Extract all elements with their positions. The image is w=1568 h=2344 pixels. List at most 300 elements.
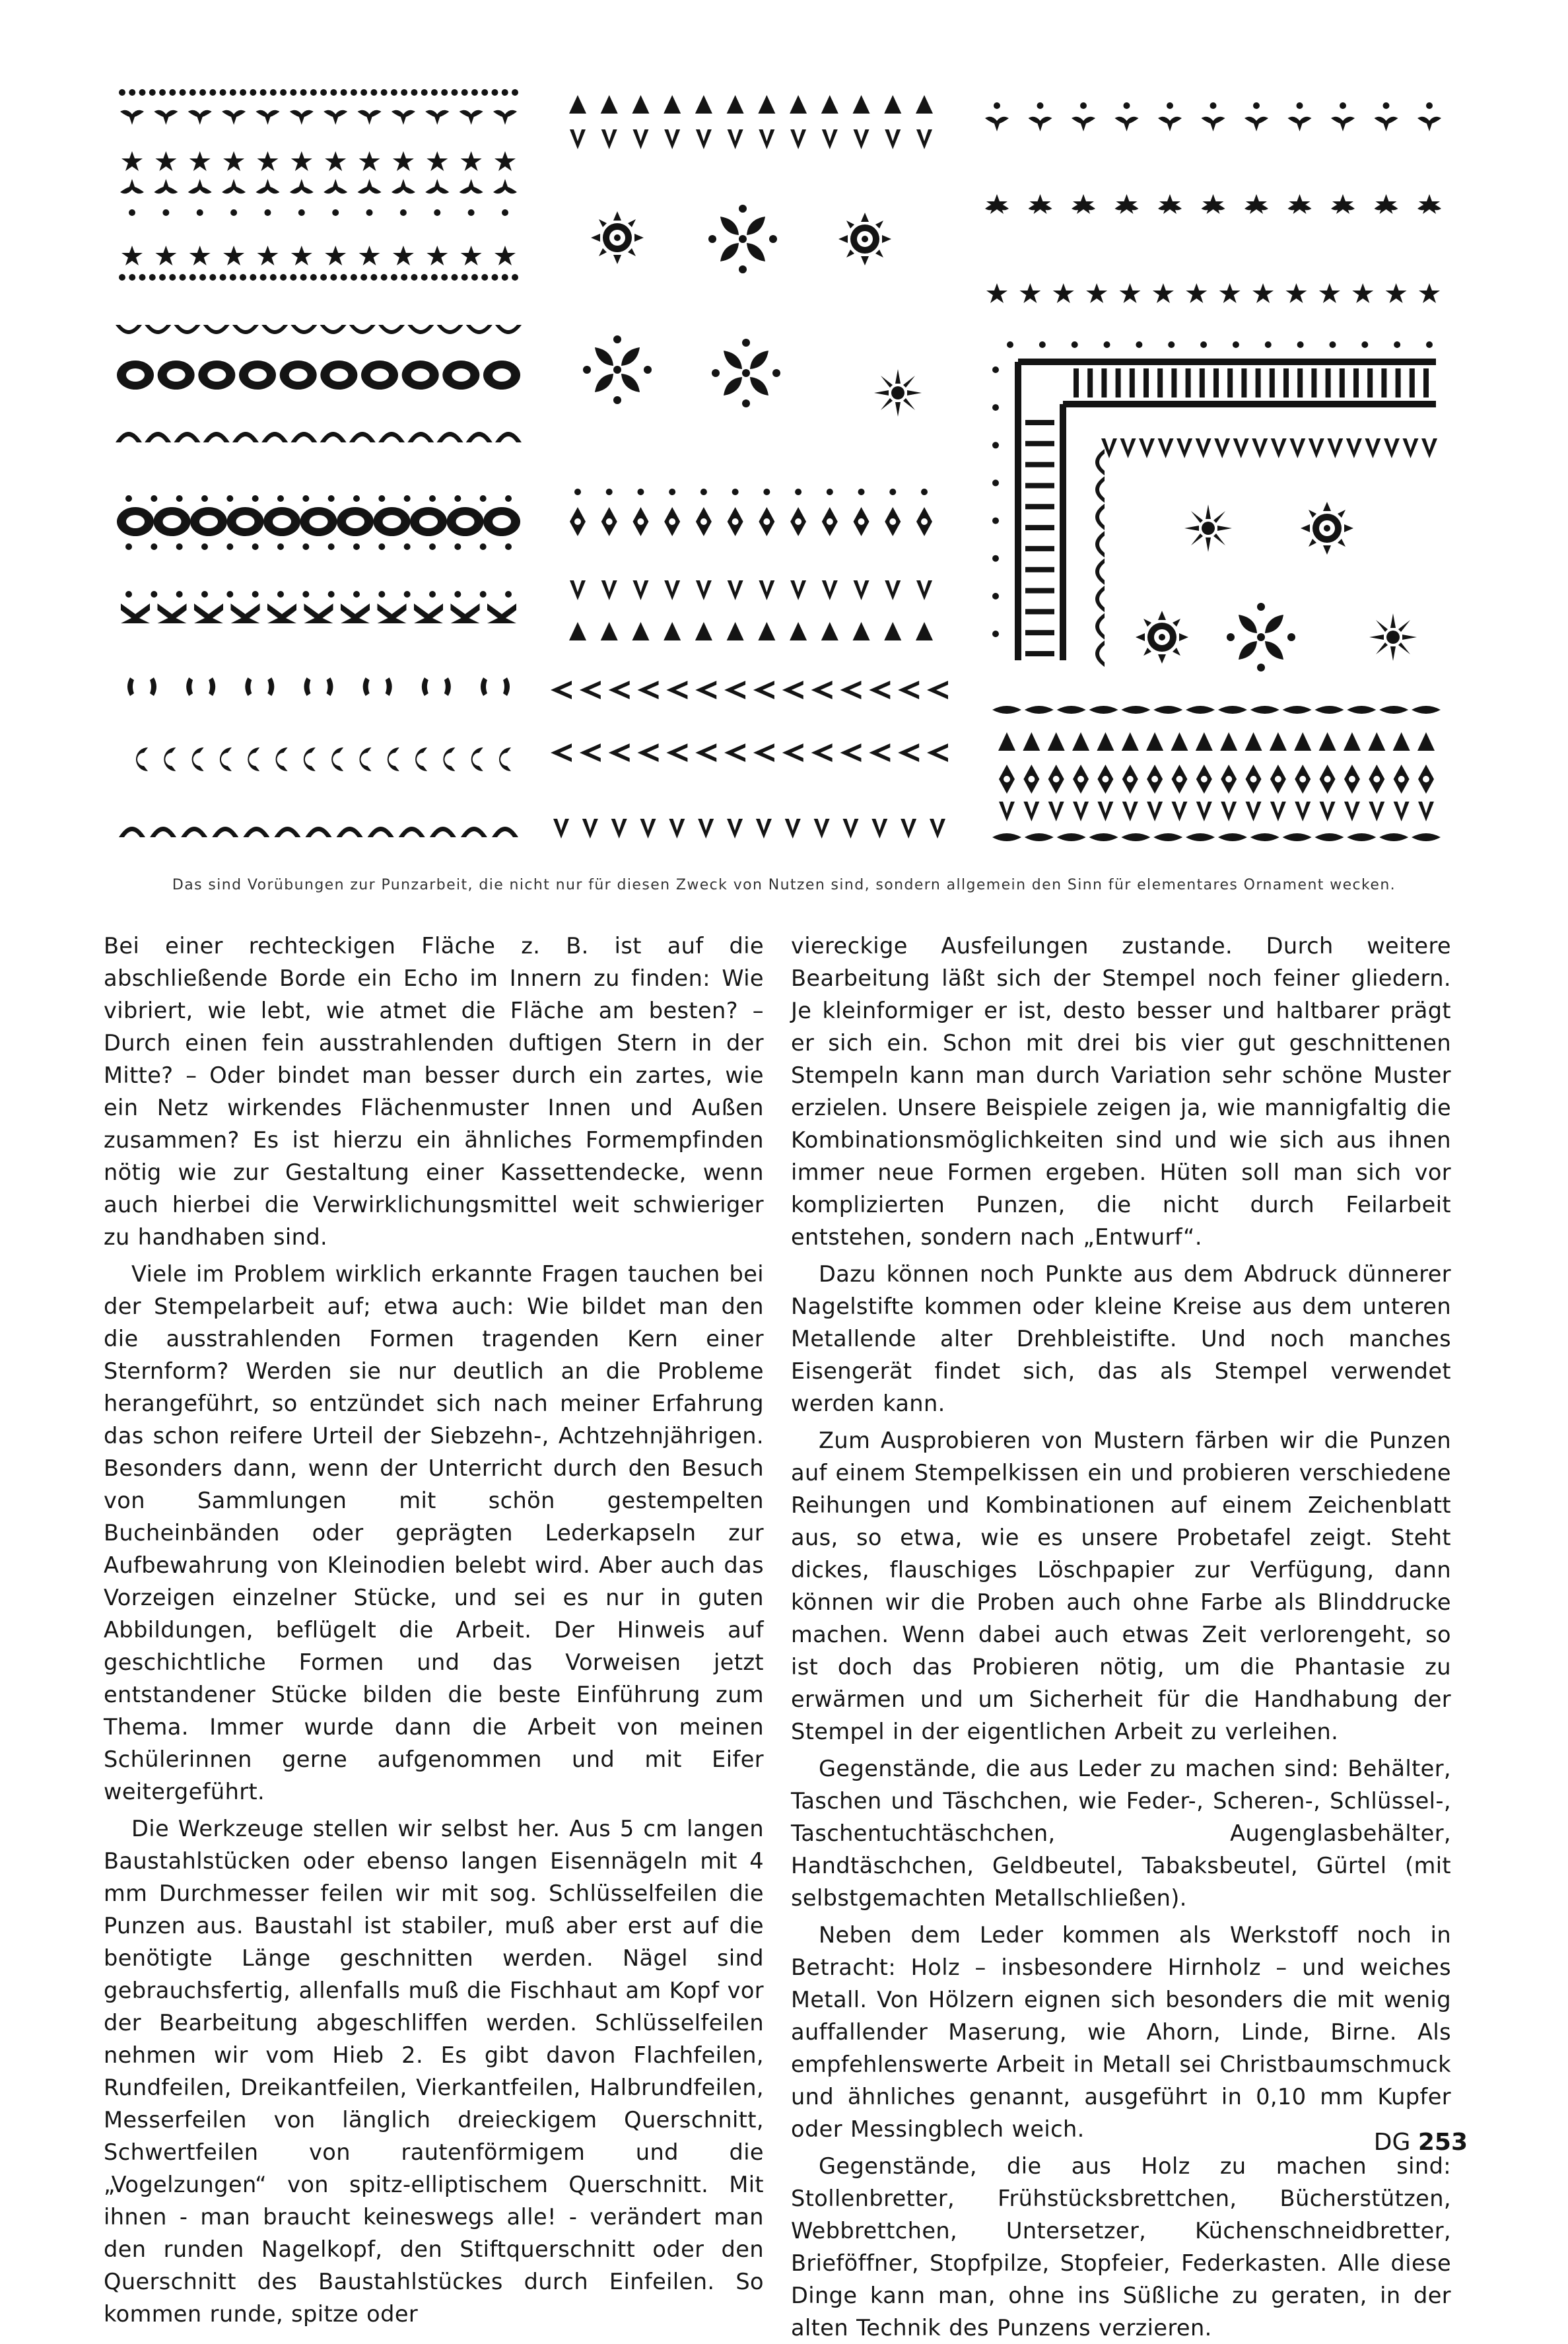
stamp-mark <box>927 681 948 699</box>
stamp-mark <box>811 743 833 762</box>
stamp-mark <box>632 507 648 536</box>
stamp-mark <box>696 507 712 536</box>
stamp-mark <box>822 129 838 149</box>
stamp-mark <box>363 677 392 696</box>
stamp-mark <box>189 89 196 96</box>
stamp-mark <box>1171 368 1176 397</box>
stamp-mark <box>1097 732 1114 751</box>
stamp-mark <box>154 507 191 536</box>
page-number: 253 <box>1417 2129 1468 2156</box>
stamp-mark <box>116 325 142 334</box>
stamp-mark <box>1139 438 1155 458</box>
stamp-mark <box>1025 588 1054 594</box>
stamp-mark <box>1344 802 1360 821</box>
stamp-mark <box>728 129 743 149</box>
stamp-mark <box>189 274 196 281</box>
stamp-mark <box>461 827 487 837</box>
stamp-mark <box>1329 341 1336 348</box>
stamp-mark <box>378 603 407 623</box>
stamp-mark <box>270 89 277 96</box>
stamp-mark <box>431 274 438 281</box>
stamp-mark <box>119 274 125 281</box>
stamp-mark <box>1095 476 1105 502</box>
right-column <box>791 930 1451 2344</box>
stamp-mark <box>404 495 411 502</box>
stamp-mark <box>785 819 801 839</box>
stamp-mark <box>441 89 448 96</box>
stamp-mark <box>429 543 436 550</box>
stamp-mark <box>664 622 681 640</box>
stamp-mark <box>310 274 317 281</box>
stamp-mark <box>180 274 186 281</box>
stamp-mark <box>695 95 712 114</box>
stamp-mark <box>1196 438 1211 458</box>
stamp-mark <box>260 274 267 281</box>
stamp-mark <box>378 591 385 598</box>
stamp-mark <box>1136 611 1188 664</box>
stamp-mark <box>889 489 896 495</box>
stamp-mark <box>245 677 274 696</box>
stamp-mark <box>461 151 482 171</box>
stamp-mark <box>431 89 438 96</box>
stamp-mark <box>1203 194 1224 214</box>
stamp-mark <box>632 580 648 600</box>
stamp-mark <box>151 495 157 502</box>
stamp-mark <box>1196 802 1212 821</box>
stamp-mark <box>916 129 932 149</box>
stamp-mark <box>1186 706 1215 714</box>
stamp-mark <box>1353 368 1359 397</box>
stamp-mark <box>250 274 256 281</box>
stamp-mark <box>1417 117 1441 131</box>
stamp-mark <box>189 246 211 265</box>
stamp-mark <box>727 622 744 640</box>
stamp-mark <box>410 507 447 536</box>
stamp-mark <box>1340 102 1346 109</box>
stamp-mark <box>930 819 945 839</box>
stamp-mark <box>1025 525 1054 530</box>
stamp-mark <box>700 489 707 495</box>
stamp-mark <box>437 325 463 334</box>
stamp-mark <box>378 543 385 550</box>
stamp-mark <box>220 747 232 771</box>
stamp-mark <box>194 603 223 623</box>
stamp-mark <box>551 743 572 762</box>
stamp-mark <box>1361 341 1368 348</box>
stamp-mark <box>1295 802 1311 821</box>
ornament-sample-plate <box>0 0 1568 858</box>
stamp-mark <box>451 89 458 96</box>
stamp-mark <box>471 747 483 771</box>
stamp-mark <box>1367 368 1373 397</box>
stamp-mark <box>415 747 427 771</box>
stamp-mark <box>1285 283 1307 303</box>
stamp-mark <box>176 543 183 550</box>
stamp-mark <box>1025 833 1054 841</box>
paragraph: Neben dem Leder kommen als Werkstoff noch in Betracht: Holz – insbesondere Hirnholz – und weiches Metall. Von Hölzern eignen sich besonders die mit wenig auffallender Maserung, wie Ahorn, Linde, Birne. Als empfehlenswerte Arbeit in Metall sei Christbaumschmuck und ähnliches genannt, ausgeführt in 0,10 mm Kupfer oder Messingblech weich. <box>791 1922 1451 2142</box>
stamp-mark <box>1159 194 1180 214</box>
stamp-mark <box>640 819 656 839</box>
stamp-mark <box>324 179 347 193</box>
stamp-mark <box>986 283 1007 303</box>
stamp-mark <box>1327 438 1343 458</box>
stamp-mark <box>359 246 380 265</box>
stamp-mark <box>664 507 680 536</box>
stamp-mark <box>759 580 774 600</box>
stamp-mark <box>330 274 337 281</box>
stamp-mark <box>1402 438 1418 458</box>
stamp-mark <box>1283 833 1312 841</box>
stamp-mark <box>1200 341 1207 348</box>
stamp-mark <box>491 274 498 281</box>
stamp-mark <box>502 274 508 281</box>
stamp-mark <box>1410 368 1415 397</box>
stamp-mark <box>1375 117 1398 131</box>
page-footer <box>1374 2129 1468 2156</box>
stamp-mark <box>916 622 933 640</box>
paragraph: Die Werkzeuge stellen wir selbst her. Aus 5 cm langen Baustahlstücken oder ebenso langen Eisennägeln mit 4 mm Durchmesser feilen wir mit sog. Schlüsselfeilen die Punzen aus. Baustahl ist stabiler, muß aber erst auf die benötigte Länge geschnitten werden. Nägel sind gebrauchsfertig, allenfalls muß die Fischhaut am Kopf vor der Bearbeitung abgeschliffen werden. Schlüsselfeilen nehmen wir vom Hieb 2. Es gibt davon Flachfeilen, Rundfeilen, Dreikantfeilen, Vierkantfeilen, Halbrundfeilen, Messerfeilen von länglich dreieckigem Querschnitt, Schwertfeilen von rautenförmigem und die „Vogelzungen“ von spitz-elliptischem Querschnitt. Mit ihnen - man braucht keineswegs alle! - verändert man den runden Nagelkopf, den Stiftquerschnitt oder den Querschnitt des Baustahlstückes durch Einfeilen. So kommen runde, spitze oder <box>104 1816 764 2327</box>
stamp-mark <box>460 110 483 125</box>
stamp-mark <box>1314 833 1344 841</box>
stamp-mark <box>853 95 870 114</box>
stamp-mark <box>763 489 770 495</box>
stamp-mark <box>1025 483 1054 488</box>
stamp-mark <box>252 591 259 598</box>
stamp-mark <box>1073 765 1089 794</box>
stamp-mark <box>712 339 780 407</box>
stamp-mark <box>638 743 659 762</box>
stamp-mark <box>392 110 415 125</box>
stamp-mark <box>1301 502 1353 555</box>
stamp-mark <box>1379 833 1408 841</box>
stamp-mark <box>790 580 806 600</box>
stamp-mark <box>261 325 288 334</box>
stamp-mark <box>1186 368 1191 397</box>
stamp-mark <box>274 827 300 837</box>
stamp-mark <box>1048 765 1064 794</box>
stamp-mark <box>732 489 739 495</box>
stamp-mark <box>248 747 259 771</box>
stamp-mark <box>443 747 455 771</box>
stamp-mark <box>1167 102 1173 109</box>
stamp-mark <box>149 89 156 96</box>
stamp-mark <box>569 622 586 640</box>
stamp-mark <box>252 543 259 550</box>
stamp-mark <box>1147 765 1163 794</box>
stamp-mark <box>1023 802 1039 821</box>
stamp-mark <box>429 495 436 502</box>
stamp-mark <box>570 129 586 149</box>
stamp-mark <box>290 325 317 334</box>
stamp-mark <box>232 325 259 334</box>
stamp-mark <box>884 95 901 114</box>
stamp-mark <box>790 129 806 149</box>
stamp-mark <box>992 404 999 411</box>
stamp-mark <box>1124 102 1130 109</box>
stamp-mark <box>226 495 233 502</box>
stamp-mark <box>358 110 382 125</box>
stamp-mark <box>495 432 522 442</box>
stamp-mark <box>985 117 1009 131</box>
stamp-mark <box>698 819 714 839</box>
stamp-mark <box>461 246 482 265</box>
stamp-mark <box>1025 420 1054 425</box>
stamp-mark <box>1095 640 1105 667</box>
stamp-mark <box>1122 765 1138 794</box>
stamp-mark <box>1196 765 1212 794</box>
stamp-mark <box>1270 802 1286 821</box>
stamp-mark <box>280 274 287 281</box>
stamp-mark <box>1297 368 1303 397</box>
stamp-mark <box>230 89 236 96</box>
stamp-mark <box>1095 504 1105 530</box>
stamp-mark <box>290 274 296 281</box>
stamp-mark <box>188 110 212 125</box>
stamp-mark <box>360 274 367 281</box>
stamp-mark <box>1347 833 1376 841</box>
left-column <box>104 930 764 2330</box>
stamp-mark <box>727 819 743 839</box>
stamp-mark <box>1270 732 1287 751</box>
stamp-mark <box>1383 102 1390 109</box>
stamp-mark <box>378 325 405 334</box>
stamp-mark <box>756 819 772 839</box>
stamp-mark <box>992 366 999 373</box>
stamp-mark <box>1393 732 1410 751</box>
stamp-mark <box>201 495 208 502</box>
stamp-mark <box>1186 283 1207 303</box>
stamp-mark <box>493 110 517 125</box>
stamp-mark <box>360 89 367 96</box>
stamp-mark <box>454 495 461 502</box>
stamp-mark <box>277 495 284 502</box>
stamp-mark <box>180 89 186 96</box>
stamp-mark <box>260 89 267 96</box>
stamp-mark <box>1097 765 1113 794</box>
stamp-mark <box>1394 802 1410 821</box>
stamp-mark <box>1295 765 1311 794</box>
stamp-mark <box>454 591 461 598</box>
stamp-mark <box>921 489 928 495</box>
stamp-mark <box>349 325 376 334</box>
stamp-mark <box>1023 732 1040 751</box>
stamp-mark <box>1168 341 1175 348</box>
stamp-mark <box>151 591 157 598</box>
stamp-mark <box>481 274 488 281</box>
stamp-mark <box>822 580 838 600</box>
stamp-mark <box>1074 368 1079 397</box>
stamp-mark <box>1253 102 1260 109</box>
stamp-mark <box>1196 732 1213 751</box>
stamp-mark <box>1365 438 1381 458</box>
stamp-mark <box>154 179 178 193</box>
stamp-mark <box>466 325 493 334</box>
stamp-mark <box>121 603 150 623</box>
stamp-mark <box>790 95 807 114</box>
stamp-mark <box>151 543 157 550</box>
stamp-mark <box>304 603 333 623</box>
stamp-mark <box>869 681 890 699</box>
stamp-mark <box>1025 546 1054 551</box>
stamp-mark <box>1270 765 1286 794</box>
stamp-mark <box>790 622 807 640</box>
stamp-mark <box>487 603 516 623</box>
stamp-mark <box>331 747 343 771</box>
stamp-mark <box>512 274 518 281</box>
stamp-mark <box>1104 341 1110 348</box>
stamp-mark <box>121 246 143 265</box>
stamp-mark <box>822 507 838 536</box>
stamp-mark <box>351 274 357 281</box>
stamp-mark <box>854 507 869 536</box>
stamp-mark <box>174 325 200 334</box>
stamp-mark <box>724 681 745 699</box>
stamp-mark <box>1202 117 1225 131</box>
stamp-mark <box>840 743 861 762</box>
stamp-mark <box>1320 802 1336 821</box>
stamp-mark <box>461 89 468 96</box>
stamp-mark <box>169 274 176 281</box>
stamp-mark <box>324 110 347 125</box>
stamp-mark <box>223 151 244 171</box>
stamp-mark <box>601 580 617 600</box>
stamp-mark <box>129 209 135 216</box>
stamp-mark <box>1186 833 1215 841</box>
stamp-mark <box>1246 802 1262 821</box>
stamp-mark <box>1412 833 1441 841</box>
stamp-mark <box>421 89 428 96</box>
stamp-mark <box>426 151 448 171</box>
stamp-mark <box>1115 117 1139 131</box>
stamp-mark <box>174 432 200 442</box>
stamp-mark <box>994 102 1000 109</box>
stamp-mark <box>1283 706 1312 714</box>
stamp-mark <box>425 179 449 193</box>
stamp-mark <box>1073 194 1094 214</box>
stamp-mark <box>1421 438 1437 458</box>
stamp-mark <box>353 591 360 598</box>
stamp-mark <box>240 274 246 281</box>
stamp-mark <box>495 325 522 334</box>
stamp-mark <box>425 110 449 125</box>
stamp-mark <box>368 827 394 837</box>
stamp-mark <box>304 747 316 771</box>
stamp-mark <box>1122 802 1138 821</box>
stamp-mark <box>821 622 838 640</box>
stamp-mark <box>393 246 414 265</box>
stamp-mark <box>1120 438 1136 458</box>
stamp-mark <box>502 89 508 96</box>
stamp-mark <box>359 747 371 771</box>
stamp-mark <box>189 151 211 171</box>
stamp-mark <box>505 495 512 502</box>
stamp-mark <box>492 827 518 837</box>
stamp-mark <box>263 507 300 536</box>
stamp-mark <box>471 89 478 96</box>
stamp-mark <box>267 603 296 623</box>
stamp-mark <box>480 495 487 502</box>
stamp-mark <box>1233 341 1239 348</box>
stamp-mark <box>290 432 317 442</box>
stamp-mark <box>149 274 156 281</box>
stamp-mark <box>1025 567 1054 572</box>
stamp-mark <box>814 819 830 839</box>
stamp-mark <box>198 361 235 390</box>
stamp-mark <box>192 747 204 771</box>
stamp-mark <box>1023 765 1039 794</box>
stamp-mark <box>695 622 712 640</box>
stamp-mark <box>320 325 347 334</box>
stamp-mark <box>916 507 932 536</box>
stamp-mark <box>1369 802 1384 821</box>
stamp-mark <box>728 580 743 600</box>
stamp-mark <box>222 110 246 125</box>
stamp-mark <box>992 593 999 600</box>
stamp-mark <box>491 89 498 96</box>
stamp-mark <box>1368 732 1385 751</box>
stamp-mark <box>505 543 512 550</box>
stamp-mark <box>601 95 618 114</box>
stamp-mark <box>1369 765 1384 794</box>
stamp-mark <box>708 205 777 273</box>
stamp-mark <box>998 732 1015 751</box>
stamp-mark <box>1019 283 1040 303</box>
stamp-mark <box>1297 341 1304 348</box>
stamp-mark <box>422 677 451 696</box>
stamp-mark <box>328 495 335 502</box>
stamp-mark <box>402 361 439 390</box>
stamp-mark <box>695 743 716 762</box>
stamp-mark <box>884 622 901 640</box>
stamp-mark <box>226 591 233 598</box>
stamp-mark <box>139 274 146 281</box>
stamp-mark <box>129 274 135 281</box>
stamp-mark <box>391 274 397 281</box>
stamp-mark <box>119 827 145 837</box>
stamp-mark <box>290 89 296 96</box>
stamp-mark <box>1025 630 1054 635</box>
stamp-mark <box>1095 449 1105 475</box>
stamp-mark <box>696 580 712 600</box>
stamp-mark <box>1418 765 1434 794</box>
stamp-mark <box>1089 833 1118 841</box>
stamp-mark <box>1171 732 1188 751</box>
stamp-mark <box>1153 283 1174 303</box>
stamp-mark <box>494 246 516 265</box>
stamp-mark <box>728 507 743 536</box>
stamp-mark <box>1072 341 1078 348</box>
stamp-mark <box>1095 613 1105 640</box>
stamp-mark <box>1039 341 1046 348</box>
stamp-mark <box>306 827 332 837</box>
stamp-mark <box>885 507 901 536</box>
stamp-mark <box>869 743 890 762</box>
stamp-mark <box>1053 283 1074 303</box>
paragraph: viereckige Ausfeilungen zustande. Durch weitere Bearbeitung läßt sich der Stempel noch feiner gliedern. Je kleinformiger er ist, desto besser und haltbarer prägt er sich ein. Schon mit drei bis vier gut geschnittenen Stempeln kann man durch Variation sehr schöne Muster erzielen. Unsere Beispiele zeigen ja, wie mannigfaltig die Kombinationsmöglichkeiten sind und wie sich aus ihnen immer neue Formen ergeben. Hüten soll man sich vor komplizierten Punzen, die nicht durch Feilarbeit entstehen, sondern nach „Entwurf“. <box>791 933 1451 1250</box>
stamp-mark <box>1095 531 1105 557</box>
stamp-mark <box>290 110 314 125</box>
stamp-mark <box>1346 438 1362 458</box>
stamp-mark <box>821 95 838 114</box>
stamp-mark <box>240 89 246 96</box>
stamp-mark <box>601 507 617 536</box>
paragraph: Zum Ausprobieren von Mustern färben wir die Punzen auf einem Stempelkissen ein und probieren verschiedene Reihungen und Kombinationen auf einem Zeichenblatt aus, so etwa, wie es unsere Probetafel zeigt. Steht dickes, flauschiges Löschpapier zur Verfügung, dann können wir die Proben auch ohne Farbe als Blinddrucke machen. Wenn dabei auch etwas Zeit verlorengeht, so ist doch das Probieren nötig, um die Phantasie zu erwärmen und um Sicherheit für die Handhabung der Stempel in der eigentlichen Arbeit zu verleihen. <box>791 1428 1451 1744</box>
stamp-mark <box>120 110 144 125</box>
stamp-mark <box>1025 706 1054 714</box>
stamp-mark <box>669 819 685 839</box>
stamp-mark <box>1376 194 1397 214</box>
stamp-mark <box>162 209 169 216</box>
